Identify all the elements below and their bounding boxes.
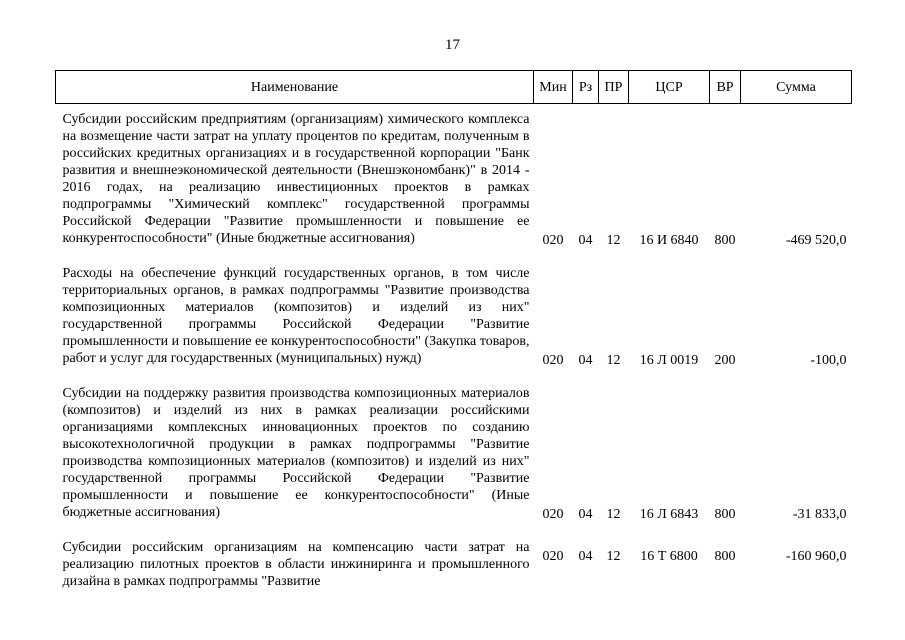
table-row xyxy=(56,523,852,590)
row-name: Субсидии на поддержку развития производства композиционных материалов (композитов) и изделий из них в рамках реализации российскими организациями комплексных инновационных проектов по созданию высокотехнологичной продукции в рамках подпрограммы "Развитие производства композиционных материалов (композитов) и изделий из них" государственной программы Российской Федерации "Развитие промышленности и повышение ее конкурентоспособности" (Иные бюджетные ассигнования) xyxy=(62,386,530,520)
header-csr: ЦСР xyxy=(629,71,710,104)
row-rz: 04 xyxy=(578,233,593,248)
row-csr: 16 Л 0019 xyxy=(639,353,699,368)
row-name: Расходы на обеспечение функций государственных органов, в том числе территориальных органов, в рамках подпрограммы "Развитие производства композиционных материалов (композитов) и изделий из них" государственной программы Российской Федерации "Развитие промышленности и повышение ее конкурентоспособности" (Закупка товаров, работ и услуг для государственных (муниципальных) нужд) xyxy=(62,266,530,366)
row-pr: 12 xyxy=(606,549,621,564)
row-rz: 04 xyxy=(578,353,593,368)
header-sum: Сумма xyxy=(741,71,852,104)
row-csr: 16 Л 6843 xyxy=(639,507,699,522)
row-vr: 200 xyxy=(714,353,736,368)
budget-table xyxy=(55,70,852,590)
row-vr: 800 xyxy=(714,549,736,564)
row-pr: 12 xyxy=(606,507,621,522)
row-name: Субсидии российским организациям на компенсацию части затрат на реализацию пилотных проектов в области инжиниринга и промышленного дизайна в рамках подпрограммы "Развитие xyxy=(62,540,530,589)
table-header-row xyxy=(56,71,852,104)
row-sum: -100,0 xyxy=(810,353,847,368)
header-vr: ВР xyxy=(710,71,741,104)
table-row xyxy=(56,249,852,369)
row-min: 020 xyxy=(542,549,564,564)
row-rz: 04 xyxy=(578,507,593,522)
row-vr: 800 xyxy=(714,233,736,248)
row-csr: 16 Т 6800 xyxy=(640,549,698,564)
row-pr: 12 xyxy=(606,233,621,248)
table-row xyxy=(56,369,852,523)
row-sum: -469 520,0 xyxy=(785,233,847,248)
row-csr: 16 И 6840 xyxy=(639,233,699,248)
row-sum: -160 960,0 xyxy=(785,549,847,564)
row-rz: 04 xyxy=(578,549,593,564)
row-vr: 800 xyxy=(714,507,736,522)
header-rz: Рз xyxy=(573,71,599,104)
row-min: 020 xyxy=(542,233,564,248)
table-row xyxy=(56,104,852,250)
page-number: 17 xyxy=(445,37,460,53)
row-min: 020 xyxy=(542,507,564,522)
header-min: Мин xyxy=(534,71,573,104)
row-pr: 12 xyxy=(606,353,621,368)
row-min: 020 xyxy=(542,353,564,368)
row-name: Субсидии российским предприятиям (организациям) химического комплекса на возмещение части затрат на уплату процентов по кредитам, полученным в российских кредитных организациях и в государственной корпорации "Банк развития и внешнеэкономической деятельности (Внешэкономбанк)" в 2014 - 2016 годах, на реализацию инвестиционных проектов в рамках подпрограммы "Химический комплекс" государственной программы Российской Федерации "Развитие промышленности и повышение ее конкурентоспособности" (Иные бюджетные ассигнования) xyxy=(62,112,530,246)
header-pr: ПР xyxy=(599,71,629,104)
row-sum: -31 833,0 xyxy=(792,507,847,522)
header-name: Наименование xyxy=(56,71,534,104)
